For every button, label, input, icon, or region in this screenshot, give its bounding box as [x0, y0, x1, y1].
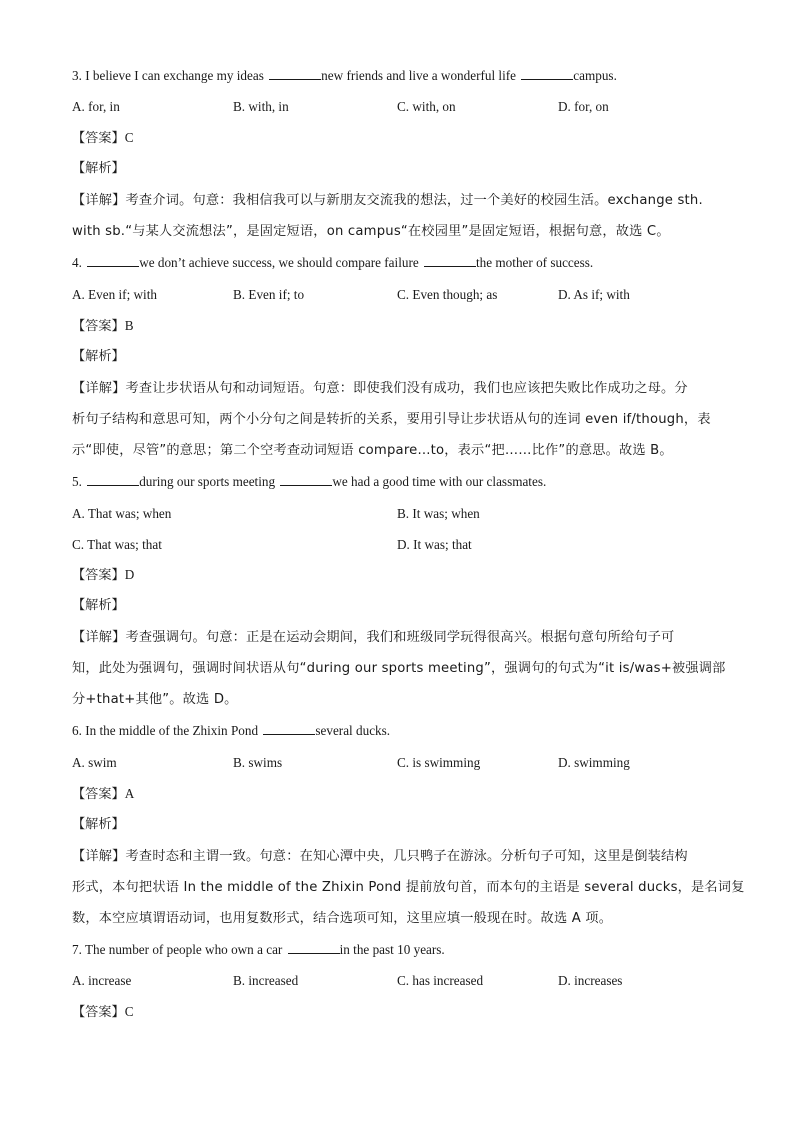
q5-stem-part2: during our sports meeting	[139, 474, 279, 489]
q6-detail-line3: 数，本空应填谓语动词，也用复数形式，结合选项可知，这里应填一般现在时。故选 A 项。	[72, 911, 613, 926]
q6-option-a: A. swim	[72, 755, 117, 770]
q6-option-c: C. is swimming	[397, 755, 481, 770]
q5-analysis-label: 【解析】	[72, 598, 125, 613]
q3-blank-1	[269, 68, 321, 80]
q3-answer-value: C	[124, 130, 134, 145]
q5-answer-value: D	[124, 567, 135, 582]
q7-option-d: D. increases	[558, 973, 623, 988]
q3-answer	[72, 130, 134, 147]
q6-answer	[72, 786, 134, 803]
q6-stem	[72, 723, 390, 739]
q5-answer-label: 【答案】	[72, 568, 125, 583]
q7-option-a: A. increase	[72, 973, 132, 988]
q3-option-a: A. for, in	[72, 99, 120, 114]
q6-detail-line2: 形式，本句把状语 In the middle of the Zhixin Pond 提前放句首，而本句的主语是 several ducks，是名词复	[72, 880, 745, 895]
q5-option-b: B. It was; when	[397, 506, 480, 521]
q5-stem-part3: we had a good time with our classmates.	[332, 474, 547, 489]
q5-answer	[72, 567, 134, 584]
q7-answer-label: 【答案】	[72, 1005, 125, 1020]
q5-blank-2	[280, 474, 332, 486]
q3-analysis-label: 【解析】	[72, 161, 125, 176]
q5-detail-line2: 知，此处为强调句，强调时间状语从句“during our sports meeting”，强调句的句式为“it is/was+被强调部	[72, 661, 726, 676]
q3-option-b: B. with, in	[233, 99, 289, 114]
q5-detail-line1: 【详解】考查强调句。句意：正是在运动会期间，我们和班级同学玩得很高兴。根据句意句所给句子可	[72, 630, 675, 645]
q5-option-d: D. It was; that	[397, 537, 472, 552]
q4-detail-line3: 示“即使，尽管”的意思；第二个空考查动词短语 compare...to，表示“把……比作”的意思。故选 B。	[72, 443, 673, 458]
q3-stem-part2: new friends and live a wonderful life	[321, 68, 520, 83]
q3-option-c: C. with, on	[397, 99, 456, 114]
q4-answer-value: B	[124, 318, 134, 333]
q3-stem-part3: campus.	[573, 68, 617, 83]
q7-option-b: B. increased	[233, 973, 299, 988]
q3-detail-line2: with sb.“与某人交流想法”，是固定短语，on campus“在校园里”是固定短语，根据句意，故选 C。	[72, 224, 670, 239]
q4-option-c: C. Even though; as	[397, 287, 498, 302]
q5-blank-1	[87, 474, 139, 486]
q6-option-b: B. swims	[233, 755, 283, 770]
q6-detail-line1: 【详解】考查时态和主谓一致。句意：在知心潭中央，几只鸭子在游泳。分析句子可知，这里是倒装结构	[72, 849, 688, 864]
q4-detail-line1: 【详解】考查让步状语从句和动词短语。句意：即使我们没有成功，我们也应该把失败比作成功之母。分	[72, 381, 688, 396]
q7-stem	[72, 942, 445, 958]
q4-answer-label: 【答案】	[72, 319, 125, 334]
q6-stem-part2: several ducks.	[315, 723, 391, 738]
q6-analysis-label: 【解析】	[72, 817, 125, 832]
q6-blank-1	[263, 723, 315, 735]
q6-answer-value: A	[124, 786, 135, 801]
q6-stem-part1: 6. In the middle of the Zhixin Pond	[72, 723, 262, 738]
q4-answer	[72, 318, 134, 335]
q5-option-a: A. That was; when	[72, 506, 172, 521]
q4-blank-2	[424, 255, 476, 267]
q3-blank-2	[521, 68, 573, 80]
q5-detail-line3: 分+that+其他”。故选 D。	[72, 692, 238, 707]
q7-blank-1	[288, 942, 340, 954]
q7-answer	[72, 1004, 134, 1021]
q5-stem	[72, 474, 546, 490]
q7-option-c: C. has increased	[397, 973, 484, 988]
q4-detail-line2: 析句子结构和意思可知，两个小分句之间是转折的关系，要用引导让步状语从句的连词 even if/though，表	[72, 412, 711, 427]
q7-stem-part2: in the past 10 years.	[339, 942, 445, 957]
q6-option-d: D. swimming	[558, 755, 630, 770]
q4-analysis-label: 【解析】	[72, 349, 125, 364]
q4-stem-part1: 4.	[72, 255, 86, 270]
q6-answer-label: 【答案】	[72, 787, 125, 802]
q3-option-d: D. for, on	[558, 99, 609, 114]
q4-stem-part2: we don’t achieve success, we should compare failure	[139, 255, 423, 270]
q3-stem	[72, 68, 617, 84]
q4-option-b: B. Even if; to	[233, 287, 305, 302]
q4-option-a: A. Even if; with	[72, 287, 157, 302]
q4-option-d: D. As if; with	[558, 287, 630, 302]
q3-detail-line1: 【详解】考查介词。句意：我相信我可以与新朋友交流我的想法，过一个美好的校园生活。exchange sth.	[72, 193, 703, 208]
q3-answer-label: 【答案】	[72, 131, 125, 146]
q5-option-c: C. That was; that	[72, 537, 162, 552]
q4-stem-part3: the mother of success.	[476, 255, 594, 270]
q4-stem	[72, 255, 593, 271]
q5-stem-part1: 5.	[72, 474, 86, 489]
q3-stem-part1: 3. I believe I can exchange my ideas	[72, 68, 268, 83]
q7-stem-part1: 7. The number of people who own a car	[72, 942, 286, 957]
q7-answer-value: C	[124, 1004, 134, 1019]
q4-blank-1	[87, 255, 139, 267]
